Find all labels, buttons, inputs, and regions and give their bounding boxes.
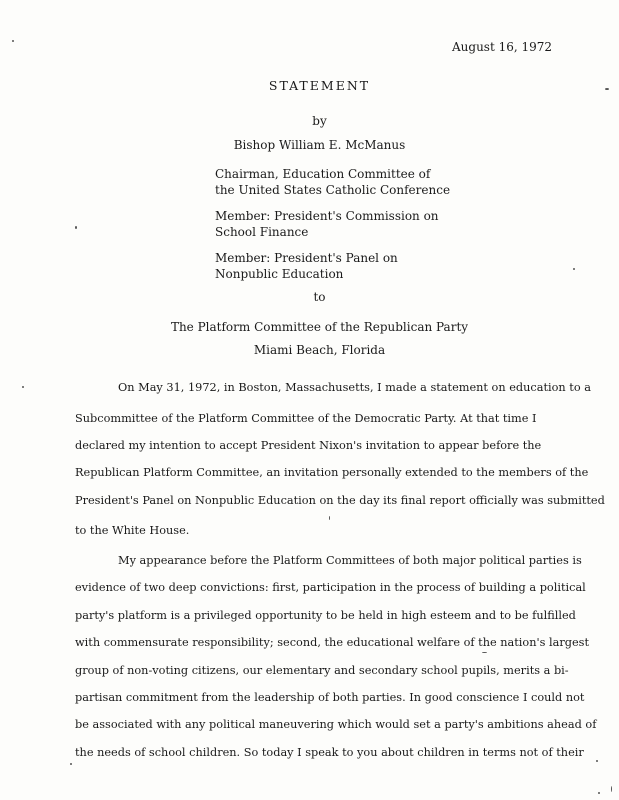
scan-speck (329, 516, 330, 520)
by-line: by (312, 114, 327, 128)
scan-speck (573, 268, 575, 270)
body-line: Republican Platform Committee, an invitation personally extended to the members of the (75, 466, 589, 479)
document-title: STATEMENT (268, 78, 371, 93)
body-line: On May 31, 1972, in Boston, Massachusetts, I made a statement on education to a (118, 381, 591, 394)
body-line: the needs of school children. So today I speak to you about children in terms not of their (75, 746, 584, 759)
body-line: evidence of two deep convictions: first, participation in the process of building a political (75, 581, 586, 594)
body-line: to the White House. (75, 524, 190, 537)
role-line: School Finance (215, 225, 309, 239)
body-line: partisan commitment from the leadership of both parties. In good conscience I could not (75, 691, 585, 704)
scan-speck (596, 760, 598, 762)
body-line: party's platform is a privileged opportunity to be held in high esteem and to be fulfilled (75, 609, 576, 622)
body-line: My appearance before the Platform Committees of both major political parties is (118, 554, 582, 567)
scan-speck (611, 786, 612, 792)
role-line: Chairman, Education Committee of (215, 167, 431, 181)
role-line: Member: President's Panel on (215, 251, 398, 265)
author-role-commission (215, 208, 439, 240)
scan-speck (12, 40, 14, 42)
body-line: with commensurate responsibility; second, the educational welfare of the nation's largest (75, 636, 589, 649)
body-line: declared my intention to accept President Nixon's invitation to appear before the (75, 439, 542, 452)
scan-speck (22, 386, 24, 388)
scan-speck (605, 88, 609, 90)
scan-speck (482, 652, 487, 653)
recipient-location: Miami Beach, Florida (253, 343, 386, 357)
body-line: President's Panel on Nonpublic Education on the day its final report officially was submitted (75, 494, 605, 507)
body-line: group of non-voting citizens, our elementary and secondary school pupils, merits a bi- (75, 664, 569, 677)
body-line: be associated with any political maneuvering which would set a party's ambitions ahead of (75, 718, 597, 731)
role-line: Member: President's Commission on (215, 209, 439, 223)
author-role-panel (215, 250, 398, 282)
author-name: Bishop William E. McManus (233, 138, 406, 152)
document-date: August 16, 1972 (452, 40, 553, 54)
scan-speck (598, 792, 600, 794)
scan-speck (75, 226, 77, 229)
scan-speck (70, 763, 72, 765)
body-line: Subcommittee of the Platform Committee of the Democratic Party. At that time I (75, 412, 537, 425)
to-line: to (313, 290, 326, 304)
role-line: Nonpublic Education (215, 267, 344, 281)
recipient-committee: The Platform Committee of the Republican Party (170, 320, 469, 334)
author-role-chairman (215, 166, 450, 198)
role-line: the United States Catholic Conference (215, 183, 451, 197)
